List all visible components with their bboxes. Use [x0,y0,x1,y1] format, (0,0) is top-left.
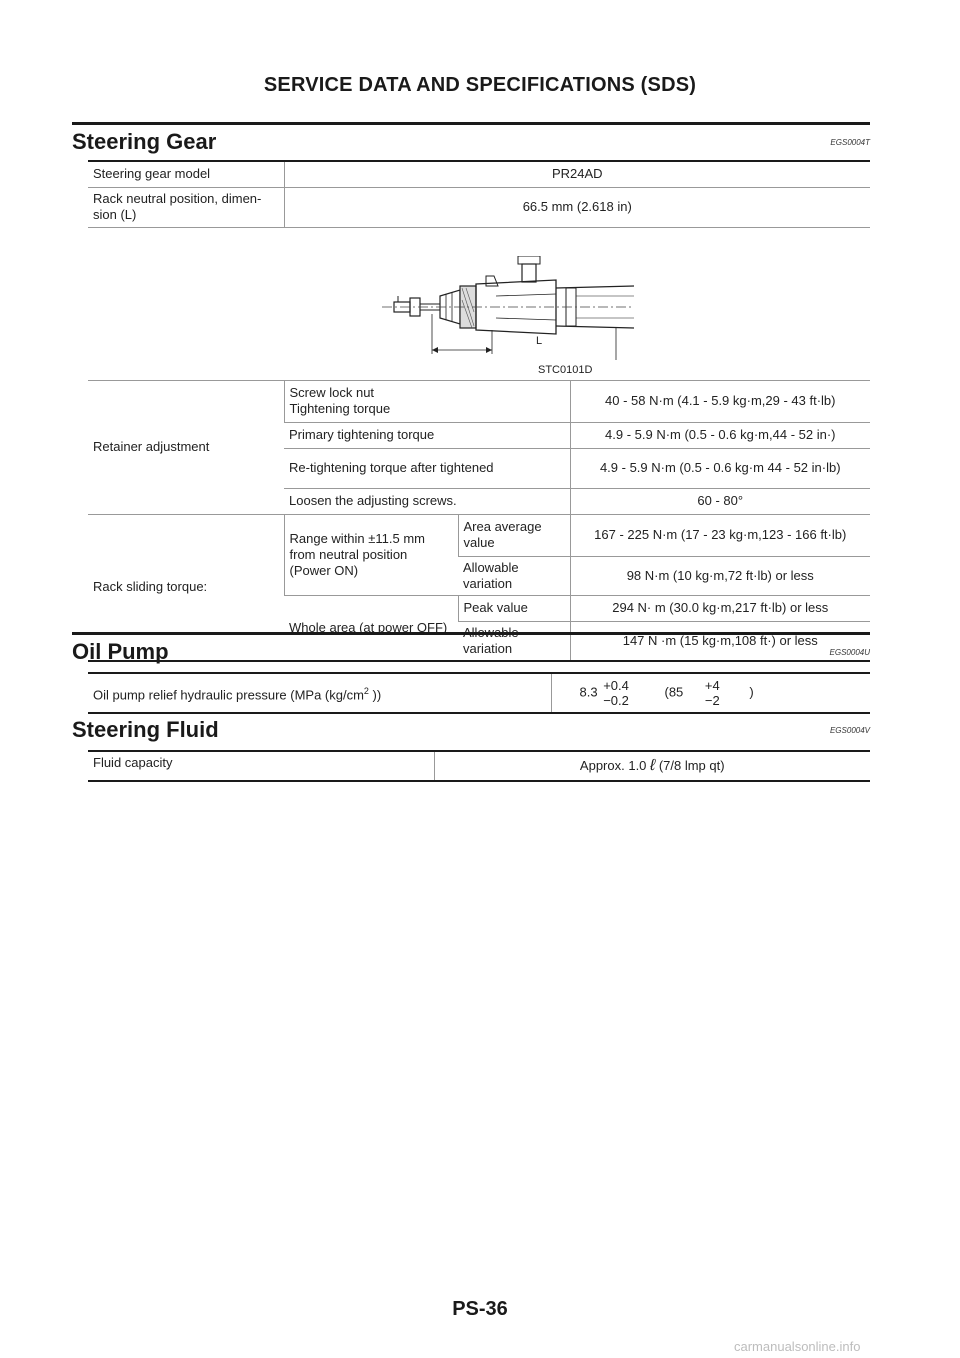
section-title: Oil Pump [72,639,169,664]
retainer-value: 60 - 80° [570,488,870,514]
steering-fluid-table [88,750,870,782]
pressure-close: ) [749,684,754,700]
range-label: Range within ±11.5 mm from neutral position (Power ON) [284,514,458,595]
page-header-title: SERVICE DATA AND SPECIFICATIONS (SDS) [263,74,697,96]
allowable-variation-value: 147 N ·m (15 kg·m,108 ft·) or less [570,621,870,661]
pressure-kg-open: (85 [664,684,684,700]
whole-area-label: Whole area (at power OFF) [284,595,458,661]
table-row [88,673,870,713]
pressure-mpa: 8.3 [579,684,598,700]
retainer-item: Primary tightening torque [284,422,570,448]
table-row [88,161,870,187]
figure-label-l: L [536,334,543,347]
mpa-plus: +0.4 [603,678,629,693]
table-row [88,187,870,227]
section-steering-fluid [72,713,870,782]
section-title-bar [72,122,870,155]
steering-gear-diagram [376,256,636,366]
page-number: PS-36 [452,1298,508,1320]
section-title: Steering Gear [72,129,217,154]
model-label: Steering gear model [88,161,284,187]
liter-symbol: ℓ [650,757,656,774]
steering-gear-table [88,160,870,662]
section-code: EGS0004U [829,648,870,657]
model-value: PR24AD [284,161,870,187]
relief-pressure-label-end: )) [368,687,382,703]
fluid-capacity-label: Fluid capacity [88,751,434,781]
retainer-item: Screw lock nut Tightening torque [284,380,570,422]
section-title-bar [72,713,870,743]
table-row [88,380,870,422]
retainer-item: Loosen the adjusting screws. [284,488,570,514]
table-row [88,751,870,781]
area-average-value: 167 - 225 N·m (17 - 23 kg·m,123 - 166 ft·lb) [570,514,870,556]
peak-value: 294 N· m (30.0 kg·m,217 ft·lb) or less [570,595,870,621]
relief-pressure-label-text: Oil pump relief hydraulic pressure (MPa (kg/cm [93,687,364,703]
retainer-value: 40 - 58 N·m (4.1 - 5.9 kg·m,29 - 43 ft·lb) [570,380,870,422]
section-oil-pump [72,632,870,714]
figure-row [88,227,870,380]
rack-sliding-label: Rack sliding torque: [88,514,284,661]
allowable-variation-label: Allowable variation [458,621,570,661]
section-steering-gear [72,122,870,662]
section-title-bar [72,632,870,665]
section-code: EGS0004V [829,726,870,735]
fluid-capacity-amount: Approx. 1.0 [579,758,647,773]
retainer-adjustment-label: Retainer adjustment [88,380,284,514]
section-title: Steering Fluid [72,717,219,742]
watermark: carmanualsonline.info [734,1339,861,1354]
table-row [88,514,870,556]
area-average-label: Area average value [458,514,570,556]
oil-pump-table [88,672,870,714]
relief-pressure-label [88,673,551,713]
peak-value-label: Peak value [458,595,570,621]
retainer-value: 4.9 - 5.9 N·m (0.5 - 0.6 kg·m,44 - 52 in·) [570,422,870,448]
relief-pressure-label-sup: 2 [363,685,369,696]
steering-gear-figure [88,228,870,380]
fluid-capacity-imperial: (7/8 lmp qt) [655,758,725,773]
fluid-capacity-value [434,751,870,781]
kg-tolerance [705,678,720,708]
section-code: EGS0004T [830,138,870,147]
relief-pressure-value [551,673,870,713]
allowable-variation-value: 98 N·m (10 kg·m,72 ft·lb) or less [570,556,870,595]
allowable-variation-label: Allowable variation [458,556,570,595]
retainer-item: Re-tightening torque after tightened [284,448,570,488]
rack-neutral-value: 66.5 mm (2.618 in) [284,187,870,227]
retainer-value: 4.9 - 5.9 N·m (0.5 - 0.6 kg·m 44 - 52 in·lb) [570,448,870,488]
mpa-tolerance [603,678,629,708]
kg-minus: −2 [704,693,720,708]
kg-plus: +4 [704,678,720,693]
rack-neutral-label: Rack neutral position, dimen-sion (L) [88,187,284,227]
figure-caption: STC0101D [538,363,593,376]
mpa-minus: −0.2 [603,693,629,708]
